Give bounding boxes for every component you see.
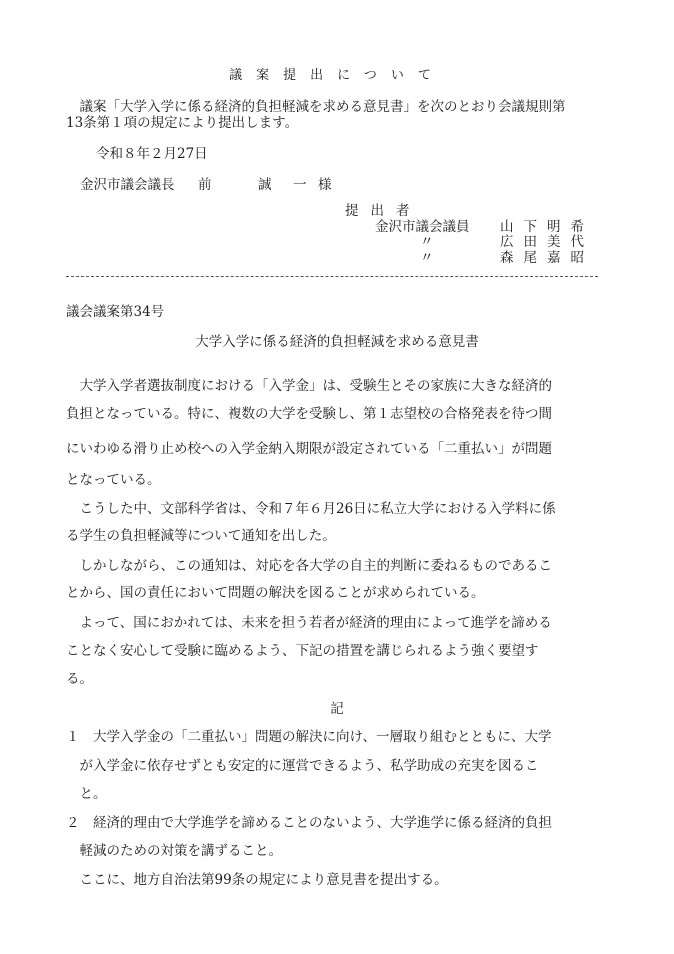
bill-title: 大学入学に係る経済的負担軽減を求める意見書: [195, 334, 479, 350]
body-line: しかしながら、この通知は、対応を各大学の自主的判断に委ねるものであるこ: [66, 558, 552, 574]
body-line: にいわゆる滑り止め校への入学金納入期限が設定されている「二重払い」が問題: [66, 441, 552, 457]
intro-line: 議案「大学入学に係る経済的負担軽減を求める意見書」を次のとおり会議規則第: [66, 99, 566, 115]
body-line: こうした中、文部科学省は、令和７年６月26日に私立大学における入学料に係: [66, 501, 556, 517]
bill-number: 議会議案第34号: [66, 304, 165, 320]
item-line: ２ 経済的理由で大学進学を諦めることのないよう、大学進学に係る経済的負担: [66, 815, 552, 831]
addressee-surname: 前: [198, 177, 212, 193]
submitter-role: 金沢市議会議員: [375, 219, 470, 235]
body-line: よって、国におかれては、未来を担う若者が経済的理由によって進学を諦める: [66, 615, 552, 631]
intro-line: 13条第１項の規定により提出します。: [66, 115, 299, 131]
submission-date: 令和８年２月27日: [96, 146, 208, 162]
addressee-given-name: 誠 一: [258, 177, 311, 193]
body-line: 負担となっている。特に、複数の大学を受験し、第１志望校の合格発表を待つ間: [66, 406, 552, 422]
item-line: １ 大学入学金の「二重払い」問題の解決に向け、一層取り組むとともに、大学: [66, 729, 552, 745]
ditto-mark: 〃: [420, 234, 434, 250]
ki-heading: 記: [330, 701, 344, 717]
addressee-body: 金沢市議会議長: [80, 177, 175, 193]
page-title: 議案提出について: [229, 68, 445, 83]
body-line: る学生の負担軽減等について通知を出した。: [66, 528, 336, 544]
body-line: とから、国の責任において問題の解決を図ることが求められている。: [66, 585, 485, 601]
submitter-name: 山下明希: [500, 219, 594, 235]
section-divider: [66, 276, 598, 277]
body-line: 大学入学者選抜制度における「入学金」は、受験生とその家族に大きな経済的: [66, 378, 552, 394]
body-line: となっている。: [66, 472, 161, 488]
item-line: 軽減のための対策を講ずること。: [66, 843, 282, 859]
body-line: ことなく安心して受験に臨めるよう、下記の措置を講じられるよう強く要望す: [66, 643, 539, 659]
ditto-mark: 〃: [420, 250, 434, 266]
body-line: る。: [66, 671, 93, 687]
item-line: が入学金に依存せずとも安定的に運営できるよう、私学助成の充実を図るこ: [66, 758, 539, 774]
item-line: と。: [66, 786, 107, 802]
closing-line: ここに、地方自治法第99条の規定により意見書を提出する。: [66, 872, 448, 888]
submitter-name: 広田美代: [500, 234, 594, 250]
addressee-honorific: 様: [318, 177, 332, 193]
submitters-label: 提出者: [345, 203, 422, 219]
submitter-name: 森尾嘉昭: [500, 250, 594, 266]
